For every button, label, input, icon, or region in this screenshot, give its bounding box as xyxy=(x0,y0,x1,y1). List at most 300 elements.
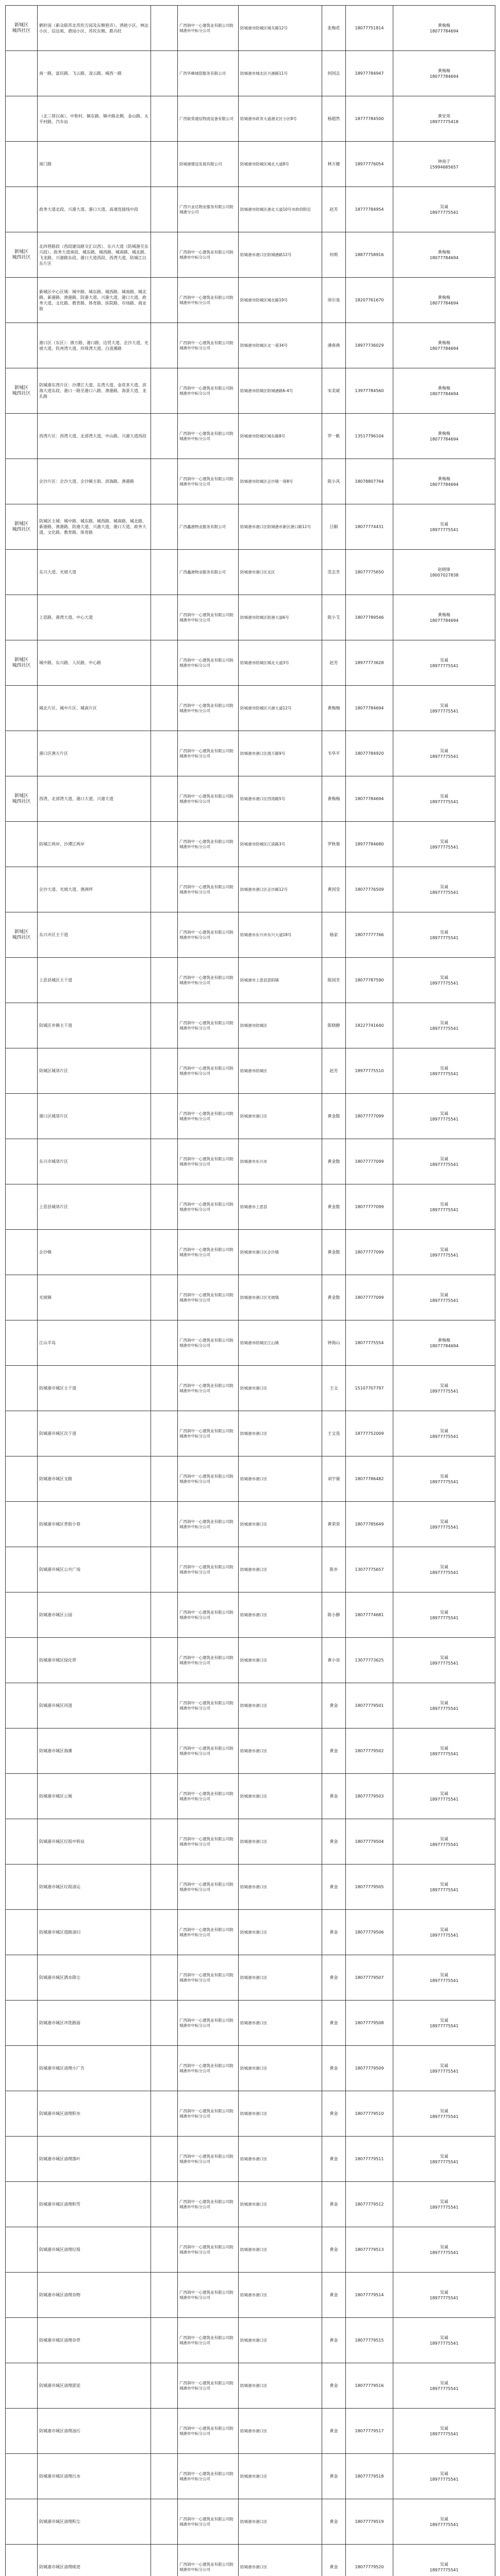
area-cell xyxy=(6,2318,38,2363)
company-cell: 广西润中一心建筑业有限公司防城港市中标分公司 xyxy=(178,1910,239,1955)
phone-cell: 18077779507 xyxy=(346,1955,393,2001)
area-cell xyxy=(6,1320,38,1366)
table-row xyxy=(6,1955,495,2001)
scope-cell: 东兴市区主干道 xyxy=(38,912,151,958)
supervise-cell: 吴诚 18977775541 xyxy=(393,1819,495,1865)
company-cell: 广西润中一心建筑业有限公司防城港市中标分公司 xyxy=(178,2273,239,2318)
manager-cell: 黄金数 xyxy=(322,1275,346,1320)
area-cell xyxy=(6,414,38,459)
phone-cell: 18077779515 xyxy=(346,2318,393,2363)
scope-cell: 港口区城郊片区 xyxy=(38,1094,151,1139)
company-cell: 广西鑫港物业服务有限公司 xyxy=(178,504,239,550)
manager-cell: 黄金数 xyxy=(322,1094,346,1139)
address-cell: 防城港市港口区 xyxy=(239,1638,322,1683)
table-row xyxy=(6,2227,495,2273)
scope-cell: 西湾、北部湾大道、港口大道、兴港大道 xyxy=(38,776,151,822)
phone-cell: 18777784500 xyxy=(346,96,393,142)
manager-cell: 黄金 xyxy=(322,2001,346,2046)
table-row xyxy=(6,1411,495,1456)
type-cell xyxy=(151,1774,178,1819)
table-row xyxy=(6,1728,495,1774)
scope-cell: 政务大道北段、兴港大道、港口大道、高速连接线中段 xyxy=(38,187,151,232)
area-cell: 新城区 城西社区 xyxy=(6,504,38,550)
phone-cell: 18077787590 xyxy=(346,958,393,1003)
address-cell: 防城港市防城区兴港大道12号 xyxy=(239,686,322,731)
address-cell: 防城港市防城区城北大道8号 xyxy=(239,142,322,187)
area-cell: 新城区 城西社区 xyxy=(6,640,38,686)
table-row xyxy=(6,1592,495,1638)
type-cell xyxy=(151,1230,178,1275)
scope-cell: 防城港市城区垃圾中转站 xyxy=(38,1819,151,1865)
supervise-cell: 吴诚 18977775541 xyxy=(393,1003,495,1048)
scope-cell: 防城区城郊片区 xyxy=(38,1048,151,1094)
manager-cell: 潘春燕 xyxy=(322,323,346,368)
area-cell xyxy=(6,323,38,368)
phone-cell: 18077779505 xyxy=(346,1865,393,1910)
supervise-cell: 吴诚 18977775541 xyxy=(393,2182,495,2227)
sanitation-responsibility-table xyxy=(5,5,495,2576)
address-cell: 防城港市港口区 xyxy=(239,1774,322,1819)
company-cell: 广西润中一心建筑业有限公司防城港市中标分公司 xyxy=(178,278,239,323)
table-row xyxy=(6,6,495,51)
area-cell xyxy=(6,1910,38,1955)
manager-cell: 黄金 xyxy=(322,1955,346,2001)
area-cell xyxy=(6,2545,38,2576)
manager-cell: 黄金 xyxy=(322,2227,346,2273)
manager-cell: 陈小风 xyxy=(322,459,346,504)
type-cell xyxy=(151,2499,178,2545)
company-cell: 广西润中一心建筑业有限公司防城港市中标分公司 xyxy=(178,459,239,504)
type-cell xyxy=(151,731,178,776)
scope-cell: 港口区（东区）：渔万路、港口路、边贸大道、企沙大道、光坡大道、钦州湾大道、珍珠湾大道、白浪滩路 xyxy=(38,323,151,368)
manager-cell: 黄梅梅 xyxy=(322,776,346,822)
table-row xyxy=(6,1502,495,1547)
phone-cell: 18207761670 xyxy=(346,278,393,323)
supervise-cell: 吴诚 18977775541 xyxy=(393,2137,495,2182)
manager-cell: 陈晓静 xyxy=(322,1003,346,1048)
table-row xyxy=(6,822,495,867)
supervise-cell: 吴诚 18977775541 xyxy=(393,1094,495,1139)
manager-cell: 刘宇骑 xyxy=(322,1456,346,1502)
table-row xyxy=(6,2137,495,2182)
type-cell xyxy=(151,1502,178,1547)
company-cell: 广西鑫港物业服务有限公司 xyxy=(178,550,239,595)
supervise-cell: 吴诚 18977775541 xyxy=(393,1865,495,1910)
address-cell: 防城港市防城区城东路8号 xyxy=(239,414,322,459)
phone-cell: 18077777099 xyxy=(346,1275,393,1320)
area-cell xyxy=(6,2227,38,2273)
scope-cell: 防城港市城区清理淤泥 xyxy=(38,2363,151,2409)
company-cell: 广西润中一心建筑业有限公司防城港市中标分公司 xyxy=(178,1184,239,1230)
company-cell: 广西润中一心建筑业有限公司防城港市中标分公司 xyxy=(178,1638,239,1683)
phone-cell: 18077779513 xyxy=(346,2227,393,2273)
area-cell: 新城区 城西社区 xyxy=(6,232,38,278)
table-row xyxy=(6,1910,495,1955)
supervise-cell: 吴诚 18977775541 xyxy=(393,1592,495,1638)
type-cell xyxy=(151,96,178,142)
phone-cell: 18227741640 xyxy=(346,1003,393,1048)
supervise-cell: 吴诚 18977775541 xyxy=(393,2001,495,2046)
phone-cell: 18977784947 xyxy=(346,51,393,96)
type-cell xyxy=(151,2454,178,2499)
company-cell: 广西润中一心建筑业有限公司防城港市中标分公司 xyxy=(178,1683,239,1728)
type-cell xyxy=(151,2137,178,2182)
company-cell: 广西润中一心建筑业有限公司防城港市中标分公司 xyxy=(178,1456,239,1502)
scope-cell: 防城港市城区清理痰迹 xyxy=(38,2545,151,2576)
address-cell: 防城港市防城区城北大道3号 xyxy=(239,640,322,686)
type-cell xyxy=(151,1184,178,1230)
phone-cell: 18077784694 xyxy=(346,686,393,731)
table-row xyxy=(6,2499,495,2545)
supervise-cell: 吴诚 18977775541 xyxy=(393,867,495,912)
supervise-cell: 吴诚 18977775541 xyxy=(393,640,495,686)
phone-cell: 18077779511 xyxy=(346,2137,393,2182)
supervise-cell: 吴诚 18977775541 xyxy=(393,2091,495,2137)
type-cell xyxy=(151,1683,178,1728)
scope-cell: 防城港市城区清理积雪 xyxy=(38,2182,151,2227)
area-cell xyxy=(6,96,38,142)
area-cell xyxy=(6,1638,38,1683)
manager-cell: 罗一帆 xyxy=(322,414,346,459)
supervise-cell: 吴诚 18977775541 xyxy=(393,1184,495,1230)
phone-cell: 13077775657 xyxy=(346,1547,393,1592)
address-cell: 防城港市港口区 xyxy=(239,2091,322,2137)
company-cell: 广西润中一心建筑业有限公司防城港市中标分公司 xyxy=(178,958,239,1003)
manager-cell: 王文选 xyxy=(322,1411,346,1456)
manager-cell: 黄金数 xyxy=(322,1184,346,1230)
company-cell: 广西华峰城管服务有限公司 xyxy=(178,51,239,96)
scope-cell: 防城港市城区主干道 xyxy=(38,1366,151,1411)
scope-cell: 防城港市城区清理积水 xyxy=(38,2091,151,2137)
area-cell xyxy=(6,1683,38,1728)
company-cell: 广西兴业达物业服务有限公司防城港分公司 xyxy=(178,187,239,232)
scope-cell: 防城港市城区垃圾清运 xyxy=(38,1865,151,1910)
scope-cell: 南门路 xyxy=(38,142,151,187)
phone-cell: 18077779509 xyxy=(346,2046,393,2091)
phone-cell: 18077777099 xyxy=(346,1139,393,1184)
table-row xyxy=(6,1094,495,1139)
table-row xyxy=(6,2046,495,2091)
address-cell: 防城港市港口区 xyxy=(239,2454,322,2499)
company-cell: 广西润中一心建筑业有限公司防城港市中标分公司 xyxy=(178,822,239,867)
table-row xyxy=(6,686,495,731)
manager-cell: 黄金数 xyxy=(322,1230,346,1275)
address-cell: 防城港市港口区 xyxy=(239,1955,322,2001)
company-cell: 广西润中一心建筑业有限公司防城港市中标分公司 xyxy=(178,232,239,278)
manager-cell: 黄金 xyxy=(322,2137,346,2182)
type-cell xyxy=(151,958,178,1003)
phone-cell: 18977776054 xyxy=(346,142,393,187)
company-cell: 广西航荣通信物流设备有限公司 xyxy=(178,96,239,142)
area-cell xyxy=(6,1819,38,1865)
manager-cell: 杨超然 xyxy=(322,96,346,142)
type-cell xyxy=(151,1275,178,1320)
type-cell xyxy=(151,323,178,368)
address-cell: 防城港市港口区 xyxy=(239,1411,322,1456)
table-row xyxy=(6,368,495,414)
area-cell xyxy=(6,1955,38,2001)
address-cell: 防城港市港口区 xyxy=(239,2363,322,2409)
area-cell xyxy=(6,1592,38,1638)
phone-cell: 18777752009 xyxy=(346,1411,393,1456)
table-row xyxy=(6,776,495,822)
supervise-cell: 黄梅梅 18077784694 xyxy=(393,414,495,459)
table-body xyxy=(6,6,495,2576)
company-cell: 广西润中一心建筑业有限公司防城港市中标分公司 xyxy=(178,2182,239,2227)
type-cell xyxy=(151,1456,178,1502)
type-cell xyxy=(151,1320,178,1366)
area-cell xyxy=(6,2454,38,2499)
address-cell: 防城港市港口区 xyxy=(239,1728,322,1774)
supervise-cell: 吴诚 18977775541 xyxy=(393,822,495,867)
scope-cell: 防城港市城区洒水降尘 xyxy=(38,1955,151,2001)
phone-cell: 18977775510 xyxy=(346,1048,393,1094)
phone-cell: 18077779516 xyxy=(346,2363,393,2409)
area-cell xyxy=(6,595,38,640)
type-cell xyxy=(151,2182,178,2227)
phone-cell: 18077779519 xyxy=(346,2499,393,2545)
address-cell: 防城港市东兴市东兴大道18号 xyxy=(239,912,322,958)
area-cell xyxy=(6,1139,38,1184)
area-cell xyxy=(6,1184,38,1230)
address-cell: 防城港市港口区 xyxy=(239,2409,322,2454)
address-cell: 防城港市港口区 xyxy=(239,1592,322,1638)
type-cell xyxy=(151,1094,178,1139)
company-cell: 广西润中一心建筑业有限公司防城港市中标分公司 xyxy=(178,2499,239,2545)
area-cell: 新城区 城西社区 xyxy=(6,6,38,51)
area-cell xyxy=(6,1502,38,1547)
company-cell: 广西润中一心建筑业有限公司防城港市中标分公司 xyxy=(178,2454,239,2499)
address-cell: 防城港市防城区 xyxy=(239,1003,322,1048)
company-cell: 广西润中一心建筑业有限公司防城港市中标分公司 xyxy=(178,323,239,368)
phone-cell: 18077777099 xyxy=(346,1230,393,1275)
company-cell: 广西润中一心建筑业有限公司防城港市中标分公司 xyxy=(178,1048,239,1094)
table-row xyxy=(6,187,495,232)
manager-cell: 黄梅梅 xyxy=(322,686,346,731)
manager-cell: 黄金 xyxy=(322,2182,346,2227)
area-cell xyxy=(6,1411,38,1456)
address-cell: 防城港市港口区 xyxy=(239,2001,322,2046)
supervise-cell: 吴诚 18977775541 xyxy=(393,1910,495,1955)
type-cell xyxy=(151,232,178,278)
address-cell: 防城港市政务大道港北区小区8号 xyxy=(239,96,322,142)
table-row xyxy=(6,1819,495,1865)
phone-cell: 18077777099 xyxy=(346,1094,393,1139)
scope-cell: 防城港市城区海滩 xyxy=(38,1728,151,1774)
area-cell: 新城区 城西社区 xyxy=(6,912,38,958)
scope-cell: 江山半岛 xyxy=(38,1320,151,1366)
manager-cell: 韦华平 xyxy=(322,731,346,776)
address-cell: 防城港市港口区企沙镇 xyxy=(239,1230,322,1275)
manager-cell: 周尔泉 xyxy=(322,278,346,323)
manager-cell: 王文 xyxy=(322,1366,346,1411)
phone-cell: 18977784680 xyxy=(346,822,393,867)
type-cell xyxy=(151,822,178,867)
scope-cell: 防城江两岸、沙潭江两岸 xyxy=(38,822,151,867)
manager-cell: 黄金 xyxy=(322,1728,346,1774)
scope-cell: 上思县城郊片区 xyxy=(38,1184,151,1230)
type-cell xyxy=(151,504,178,550)
scope-cell: 防城港市城区背街小巷 xyxy=(38,1502,151,1547)
table-row xyxy=(6,1865,495,1910)
scope-cell: 城中路、东兴路、人民路、中心路 xyxy=(38,640,151,686)
table-row xyxy=(6,1456,495,1502)
supervise-cell: 吴诚 18977775541 xyxy=(393,1638,495,1683)
phone-cell: 18077779512 xyxy=(346,2182,393,2227)
area-cell xyxy=(6,2363,38,2409)
phone-cell: 18077779510 xyxy=(346,2091,393,2137)
table-row xyxy=(6,2001,495,2046)
table-row xyxy=(6,2409,495,2454)
area-cell xyxy=(6,2046,38,2091)
supervise-cell: 吴诚 18977775541 xyxy=(393,1048,495,1094)
manager-cell: 何莉 xyxy=(322,232,346,278)
type-cell xyxy=(151,686,178,731)
manager-cell: 黄荣荣 xyxy=(322,1502,346,1547)
manager-cell: 黄金 xyxy=(322,2046,346,2091)
type-cell xyxy=(151,867,178,912)
address-cell: 防城港市上思县 xyxy=(239,1184,322,1230)
supervise-cell: 吴诚 18977775541 xyxy=(393,1411,495,1456)
supervise-cell: 黄梅梅 18077784694 xyxy=(393,278,495,323)
type-cell xyxy=(151,912,178,958)
scope-cell: 防城港市城区绿化带 xyxy=(38,1638,151,1683)
company-cell: 防城港建设发展有限公司 xyxy=(178,142,239,187)
area-cell xyxy=(6,51,38,96)
manager-cell: 黄金数 xyxy=(322,1139,346,1184)
address-cell: 防城港市港口区 xyxy=(239,2182,322,2227)
table-row xyxy=(6,1048,495,1094)
scope-cell: 防城港市城区公园 xyxy=(38,1592,151,1638)
address-cell: 防城港市港口区 xyxy=(239,1910,322,1955)
area-cell xyxy=(6,867,38,912)
scope-cell: 防城港市城区支路 xyxy=(38,1456,151,1502)
scope-cell: 防城港市城区公厕 xyxy=(38,1774,151,1819)
scope-cell: 防城港市城区清理污水 xyxy=(38,2454,151,2499)
type-cell xyxy=(151,2091,178,2137)
area-cell xyxy=(6,1456,38,1502)
manager-cell: 黄金 xyxy=(322,1819,346,1865)
area-cell xyxy=(6,2273,38,2318)
phone-cell: 18077779506 xyxy=(346,1910,393,1955)
area-cell xyxy=(6,731,38,776)
company-cell: 广西润中一心建筑业有限公司防城港市中标分公司 xyxy=(178,1955,239,2001)
supervise-cell: 吴诚 18977775541 xyxy=(393,2227,495,2273)
supervise-cell: 吴诚 18977775541 xyxy=(393,731,495,776)
type-cell xyxy=(151,2046,178,2091)
scope-cell: 南一路、富民路、飞云路、凌云路、城西一路 xyxy=(38,51,151,96)
company-cell: 广西润中一心建筑业有限公司防城港市中标分公司 xyxy=(178,776,239,822)
supervise-cell: 吴诚 18977775541 xyxy=(393,1366,495,1411)
address-cell: 防城港市城北区兴港路11号 xyxy=(239,51,322,96)
area-cell xyxy=(6,1865,38,1910)
table-row xyxy=(6,1366,495,1411)
type-cell xyxy=(151,595,178,640)
company-cell: 广西润中一心建筑业有限公司防城港市中标分公司 xyxy=(178,2409,239,2454)
type-cell xyxy=(151,2273,178,2318)
address-cell: 防城港市港口区 xyxy=(239,1683,322,1728)
type-cell xyxy=(151,1048,178,1094)
area-cell xyxy=(6,1048,38,1094)
supervise-cell: 黄梅梅 18077784694 xyxy=(393,6,495,51)
manager-cell: 黄金 xyxy=(322,2091,346,2137)
supervise-cell: 吴诚 18977775541 xyxy=(393,2499,495,2545)
scope-cell: 防城港市城区清理积尘 xyxy=(38,2499,151,2545)
table-row xyxy=(6,2273,495,2318)
manager-cell: 黄金 xyxy=(322,2545,346,2576)
area-cell xyxy=(6,1003,38,1048)
supervise-cell: 黄安邦 18977775418 xyxy=(393,96,495,142)
company-cell: 广西润中一心建筑业有限公司防城港市中标分公司 xyxy=(178,2091,239,2137)
phone-cell: 18077779514 xyxy=(346,2273,393,2318)
supervise-cell: 黄梅梅 18077784694 xyxy=(393,232,495,278)
supervise-cell: 吴诚 18977775541 xyxy=(393,1728,495,1774)
supervise-cell: 黄梅梅 18077784694 xyxy=(393,595,495,640)
manager-cell: 何国志 xyxy=(322,51,346,96)
phone-cell: 18077779504 xyxy=(346,1819,393,1865)
table-row xyxy=(6,278,495,323)
phone-cell: 18977773628 xyxy=(346,640,393,686)
phone-cell: 15107707797 xyxy=(346,1366,393,1411)
address-cell: 防城港市港口区防城港路12号 xyxy=(239,232,322,278)
address-cell: 防城港市港口区 xyxy=(239,2499,322,2545)
type-cell xyxy=(151,278,178,323)
address-cell: 防城港市港口区 xyxy=(239,2545,322,2576)
area-cell xyxy=(6,2091,38,2137)
phone-cell: 18077775650 xyxy=(346,550,393,595)
supervise-cell: 吴诚 18977775541 xyxy=(393,1683,495,1728)
scope-cell: 防城港市城区清理油污 xyxy=(38,2409,151,2454)
scope-cell: 防城港市城区清理杂草 xyxy=(38,2318,151,2363)
company-cell: 广西润中一心建筑业有限公司防城港市中标分公司 xyxy=(178,1728,239,1774)
address-cell: 防城港市东兴市 xyxy=(239,1139,322,1184)
company-cell: 广西润中一心建筑业有限公司防城港市中标分公司 xyxy=(178,1003,239,1048)
table-row xyxy=(6,2545,495,2576)
supervise-cell: 吴诚 18977775541 xyxy=(393,2545,495,2576)
type-cell xyxy=(151,550,178,595)
phone-cell: 13517796104 xyxy=(346,414,393,459)
address-cell: 防城港市防城区防城港路6-4号 xyxy=(239,368,322,414)
table-row xyxy=(6,96,495,142)
scope-cell: 防城港东湾片区：沙潭江大道、东湾大道、金花茶大道、滨海大道东段、港口一路至港口八路、渔港路、海景大道、龙孔路 xyxy=(38,368,151,414)
supervise-cell: 吴诚 18977775541 xyxy=(393,1230,495,1275)
area-cell: 新城区 城西社区 xyxy=(6,368,38,414)
table-row xyxy=(6,51,495,96)
table-row xyxy=(6,1547,495,1592)
table-row xyxy=(6,1683,495,1728)
scope-cell: 防城港市城区冲洗路面 xyxy=(38,2001,151,2046)
scope-cell: 防城港市城区河道 xyxy=(38,1683,151,1728)
table-row xyxy=(6,1184,495,1230)
company-cell: 广西润中一心建筑业有限公司防城港市中标分公司 xyxy=(178,1275,239,1320)
type-cell xyxy=(151,1728,178,1774)
manager-cell: 黄金 xyxy=(322,1774,346,1819)
scope-cell: 防城区主城：城中路、城东路、城西路、城南路、城北路、新港路、渔港路、防港大道、兴港大道、港口大道、政务大道、文化路、教育路、体育路 xyxy=(38,504,151,550)
table-row xyxy=(6,2091,495,2137)
supervise-cell: 吴诚 18977775541 xyxy=(393,2273,495,2318)
table-row xyxy=(6,1275,495,1320)
type-cell xyxy=(151,1411,178,1456)
manager-cell: 宋美斌 xyxy=(322,368,346,414)
company-cell: 广西润中一心建筑业有限公司防城港市中标分公司 xyxy=(178,731,239,776)
phone-cell: 18077789546 xyxy=(346,595,393,640)
company-cell: 广西润中一心建筑业有限公司防城港市中标分公司 xyxy=(178,368,239,414)
scope-cell: 企沙大道、光坡大道、渔洲坪 xyxy=(38,867,151,912)
scope-cell: （北三巷以南）、中和村、镇东路、镇中路北侧、金山路、太平村路、汽车站 xyxy=(38,96,151,142)
company-cell: 广西润中一心建筑业有限公司防城港市中标分公司 xyxy=(178,1865,239,1910)
phone-cell: 18077774431 xyxy=(346,504,393,550)
type-cell xyxy=(151,1865,178,1910)
